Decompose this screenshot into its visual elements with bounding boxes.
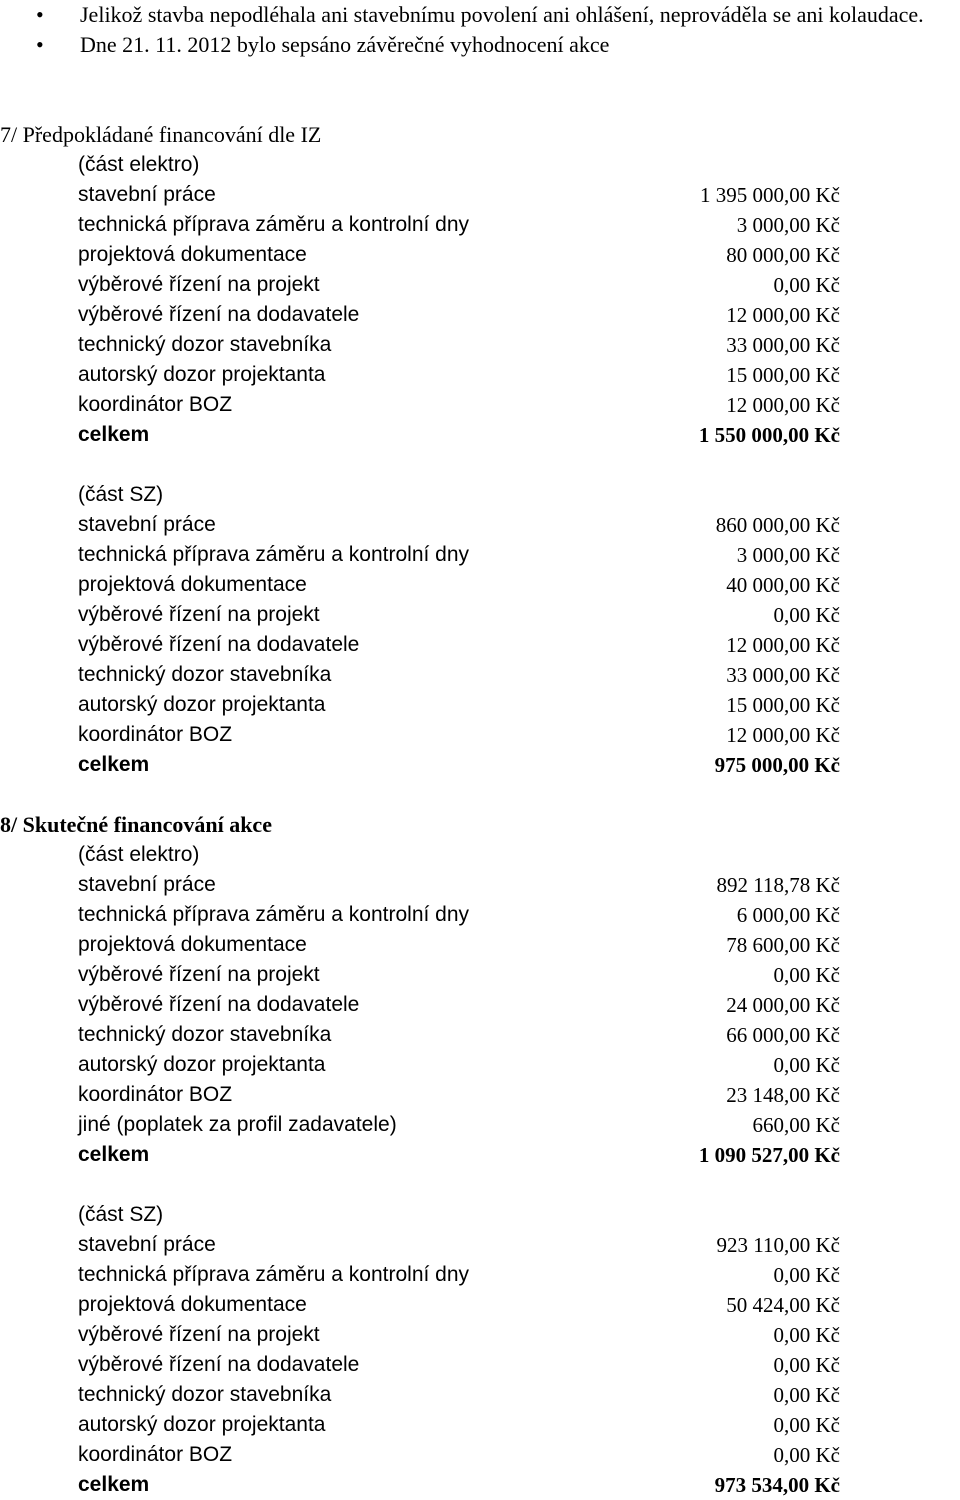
- row-value: 0,00 Kč: [773, 1263, 840, 1287]
- total-value: 973 534,00 Kč: [714, 1473, 840, 1497]
- intro-item-2: • Dne 21. 11. 2012 bylo sepsáno závěrečné vyhodnocení akce: [0, 30, 960, 60]
- cost-row: [0, 690, 960, 720]
- row-label: autorský dozor projektanta: [78, 693, 326, 716]
- row-label: technický dozor stavebníka: [78, 333, 332, 356]
- row-value: 892 118,78 Kč: [716, 873, 840, 897]
- row-value: 660,00 Kč: [752, 1113, 840, 1137]
- row-value: 50 424,00 Kč: [726, 1293, 840, 1317]
- row-value: 33 000,00 Kč: [726, 333, 840, 357]
- section-8: [0, 810, 960, 1170]
- total-label: celkem: [78, 753, 150, 776]
- cost-row: [0, 1020, 960, 1050]
- cost-row: [0, 540, 960, 570]
- row-value: 15 000,00 Kč: [726, 693, 840, 717]
- total-row: [0, 1470, 960, 1500]
- cost-row: [0, 990, 960, 1020]
- row-value: 3 000,00 Kč: [736, 213, 840, 237]
- row-value: 12 000,00 Kč: [726, 633, 840, 657]
- row-label: koordinátor BOZ: [78, 1443, 233, 1466]
- row-value: 0,00 Kč: [773, 273, 840, 297]
- row-label: technická příprava záměru a kontrolní dny: [78, 903, 470, 926]
- total-value: 1 090 527,00 Kč: [698, 1143, 840, 1167]
- row-value: 0,00 Kč: [773, 1443, 840, 1467]
- row-label: autorský dozor projektanta: [78, 363, 326, 386]
- cost-row: [0, 1230, 960, 1260]
- row-label: technická příprava záměru a kontrolní dny: [78, 1263, 470, 1286]
- row-label: projektová dokumentace: [78, 573, 307, 596]
- section-8-title: 8/ Skutečné financování akce: [0, 812, 272, 837]
- cost-row: [0, 600, 960, 630]
- cost-row: [0, 1380, 960, 1410]
- cost-row: [0, 1110, 960, 1140]
- sec7-elektro-rows: [0, 180, 960, 450]
- row-label: stavební práce: [78, 1233, 216, 1256]
- cost-row: [0, 360, 960, 390]
- row-value: 66 000,00 Kč: [726, 1023, 840, 1047]
- section-7-sz: [0, 480, 960, 780]
- total-label: celkem: [78, 423, 150, 446]
- row-value: 80 000,00 Kč: [726, 243, 840, 267]
- cost-row: [0, 960, 960, 990]
- total-row: [0, 750, 960, 780]
- cost-row: [0, 1290, 960, 1320]
- intro-list: [0, 0, 960, 60]
- row-label: jiné (poplatek za profil zadavatele): [78, 1113, 397, 1136]
- cost-row: [0, 240, 960, 270]
- section-7-title: 7/ Předpokládané financování dle IZ: [0, 122, 322, 147]
- sec7-elektro-heading: (část elektro): [78, 153, 200, 176]
- cost-row: [0, 900, 960, 930]
- total-value: 1 550 000,00 Kč: [698, 423, 840, 447]
- section-7: [0, 120, 960, 450]
- row-label: autorský dozor projektanta: [78, 1053, 326, 1076]
- row-label: výběrové řízení na dodavatele: [78, 633, 360, 656]
- cost-row: [0, 1050, 960, 1080]
- row-value: 12 000,00 Kč: [726, 393, 840, 417]
- row-value: 23 148,00 Kč: [726, 1083, 840, 1107]
- row-value: 0,00 Kč: [773, 603, 840, 627]
- row-label: technický dozor stavebníka: [78, 1023, 332, 1046]
- cost-row: [0, 1260, 960, 1290]
- row-value: 0,00 Kč: [773, 1053, 840, 1077]
- cost-row: [0, 720, 960, 750]
- cost-row: [0, 1080, 960, 1110]
- row-label: výběrové řízení na projekt: [78, 603, 320, 626]
- total-label: celkem: [78, 1143, 150, 1166]
- section-8-sz: [0, 1200, 960, 1500]
- cost-row: [0, 270, 960, 300]
- cost-row: [0, 870, 960, 900]
- intro-item-1: • Jelikož stavba nepodléhala ani stavebnímu povolení ani ohlášení, neprováděla se ani kolaudace.: [0, 0, 960, 30]
- row-value: 3 000,00 Kč: [736, 543, 840, 567]
- row-value: 0,00 Kč: [773, 963, 840, 987]
- row-label: autorský dozor projektanta: [78, 1413, 326, 1436]
- row-label: koordinátor BOZ: [78, 723, 233, 746]
- total-label: celkem: [78, 1473, 150, 1496]
- cost-row: [0, 300, 960, 330]
- sec8-elektro-heading: (část elektro): [78, 843, 200, 866]
- row-label: projektová dokumentace: [78, 933, 307, 956]
- cost-row: [0, 1350, 960, 1380]
- row-value: 860 000,00 Kč: [715, 513, 840, 537]
- row-value: 24 000,00 Kč: [726, 993, 840, 1017]
- row-label: stavební práce: [78, 873, 216, 896]
- row-value: 1 395 000,00 Kč: [700, 183, 840, 207]
- sec7-sz-heading: (část SZ): [78, 483, 164, 506]
- cost-row: [0, 1440, 960, 1470]
- row-label: výběrové řízení na dodavatele: [78, 993, 360, 1016]
- row-value: 0,00 Kč: [773, 1383, 840, 1407]
- row-label: koordinátor BOZ: [78, 1083, 233, 1106]
- row-label: koordinátor BOZ: [78, 393, 233, 416]
- cost-row: [0, 930, 960, 960]
- row-label: projektová dokumentace: [78, 1293, 307, 1316]
- row-label: výběrové řízení na projekt: [78, 963, 320, 986]
- total-row: [0, 1140, 960, 1170]
- row-label: výběrové řízení na projekt: [78, 273, 320, 296]
- row-label: technická příprava záměru a kontrolní dny: [78, 543, 470, 566]
- row-value: 6 000,00 Kč: [736, 903, 840, 927]
- row-value: 40 000,00 Kč: [726, 573, 840, 597]
- total-row: [0, 420, 960, 450]
- row-value: 923 110,00 Kč: [716, 1233, 840, 1257]
- row-value: 0,00 Kč: [773, 1323, 840, 1347]
- row-label: stavební práce: [78, 183, 216, 206]
- cost-row: [0, 210, 960, 240]
- row-value: 78 600,00 Kč: [726, 933, 840, 957]
- cost-row: [0, 630, 960, 660]
- row-label: výběrové řízení na projekt: [78, 1323, 320, 1346]
- row-value: 0,00 Kč: [773, 1353, 840, 1377]
- total-value: 975 000,00 Kč: [714, 753, 840, 777]
- row-label: projektová dokumentace: [78, 243, 307, 266]
- sec8-sz-heading: (část SZ): [78, 1203, 164, 1226]
- cost-row: [0, 390, 960, 420]
- cost-row: [0, 1410, 960, 1440]
- row-label: technický dozor stavebníka: [78, 663, 332, 686]
- row-label: výběrové řízení na dodavatele: [78, 303, 360, 326]
- row-value: 33 000,00 Kč: [726, 663, 840, 687]
- cost-row: [0, 1320, 960, 1350]
- cost-row: [0, 660, 960, 690]
- row-value: 12 000,00 Kč: [726, 723, 840, 747]
- row-value: 0,00 Kč: [773, 1413, 840, 1437]
- row-label: stavební práce: [78, 513, 216, 536]
- row-label: výběrové řízení na dodavatele: [78, 1353, 360, 1376]
- row-value: 15 000,00 Kč: [726, 363, 840, 387]
- cost-row: [0, 330, 960, 360]
- row-label: technický dozor stavebníka: [78, 1383, 332, 1406]
- cost-row: [0, 570, 960, 600]
- row-value: 12 000,00 Kč: [726, 303, 840, 327]
- cost-row: [0, 510, 960, 540]
- row-label: technická příprava záměru a kontrolní dny: [78, 213, 470, 236]
- cost-row: [0, 180, 960, 210]
